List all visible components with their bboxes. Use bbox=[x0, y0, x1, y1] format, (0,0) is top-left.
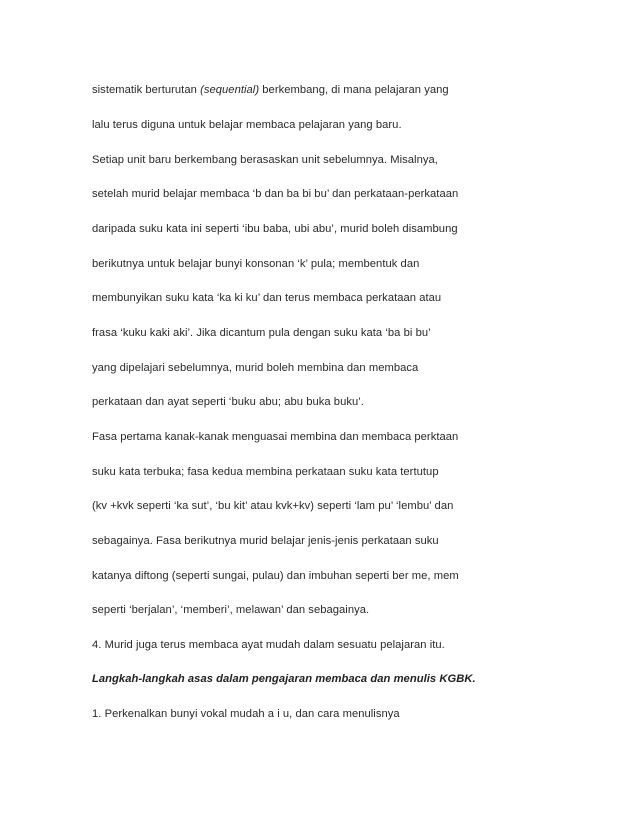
text-line-9: yang dipelajari sebelumnya, murid boleh membina dan membaca bbox=[92, 362, 419, 374]
text-line-12: suku kata terbuka; fasa kedua membina perkataan suku kata tertutup bbox=[92, 466, 439, 478]
text-line-17: 4. Murid juga terus membaca ayat mudah dalam sesuatu pelajaran itu. bbox=[92, 639, 445, 651]
text-line-6: berikutnya untuk belajar bunyi konsonan ‘k’ pula; membentuk dan bbox=[92, 258, 420, 270]
text-line-19: 1. Perkenalkan bunyi vokal mudah a i u, dan cara menulisnya bbox=[92, 708, 400, 720]
section-heading: Langkah-langkah asas dalam pengajaran membaca dan menulis KGBK. bbox=[92, 673, 476, 685]
italic-term-sequential: (sequential) bbox=[200, 84, 260, 96]
text-line-13: (kv +kvk seperti ‘ka sut’, ‘bu kit’ atau kvk+kv) seperti ‘lam pu’ ‘lembu’ dan bbox=[92, 500, 454, 512]
text-line-1-end: berkembang, di mana pelajaran yang bbox=[259, 84, 449, 96]
text-line-3: Setiap unit baru berkembang berasaskan unit sebelumnya. Misalnya, bbox=[92, 154, 438, 166]
text-line-1-start: sistematik berturutan bbox=[92, 84, 201, 96]
text-line-16: seperti ‘berjalan’, ‘memberi’, melawan’ dan sebagainya. bbox=[92, 604, 370, 616]
text-line-15: katanya diftong (seperti sungai, pulau) dan imbuhan seperti ber me, mem bbox=[92, 570, 459, 582]
text-line-5: daripada suku kata ini seperti ‘ibu baba, ubi abu’, murid boleh disambung bbox=[92, 223, 458, 235]
text-line-2: lalu terus diguna untuk belajar membaca pelajaran yang baru. bbox=[92, 119, 402, 131]
text-line-11: Fasa pertama kanak-kanak menguasai membina dan membaca perktaan bbox=[92, 431, 459, 443]
text-line-4: setelah murid belajar membaca ‘b dan ba bi bu’ dan perkataan-perkataan bbox=[92, 188, 459, 200]
text-line-1 bbox=[92, 83, 449, 97]
text-line-10: perkataan dan ayat seperti ‘buku abu; abu buka buku’. bbox=[92, 396, 364, 408]
text-line-8: frasa ‘kuku kaki aki’. Jika dicantum pula dengan suku kata ‘ba bi bu’ bbox=[92, 327, 431, 339]
text-line-7: membunyikan suku kata ‘ka ki ku’ dan terus membaca perkataan atau bbox=[92, 292, 442, 304]
text-line-14: sebagainya. Fasa berikutnya murid belajar jenis-jenis perkataan suku bbox=[92, 535, 439, 547]
